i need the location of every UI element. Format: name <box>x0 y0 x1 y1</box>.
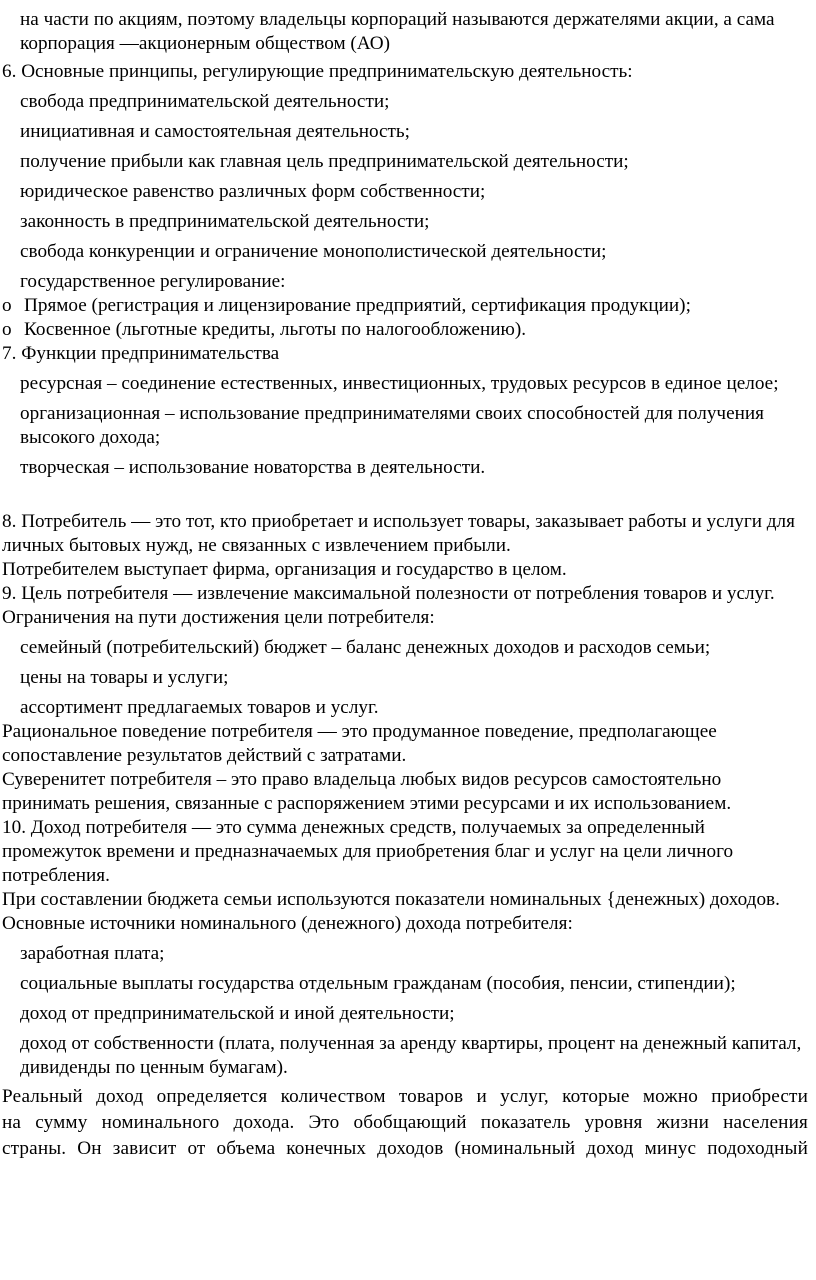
text-line: Реальный доход определяется количеством товаров и услуг, которые можно приобрести <box>2 1086 808 1107</box>
list-item: законность в предпринимательской деятельности; <box>20 211 430 232</box>
section-6-heading: 6. Основные принципы, регулирующие предпринимательскую деятельность: <box>2 61 633 82</box>
list-item: организационная – использование предпринимателями своих способностей для получения высокого дохода; <box>20 403 764 448</box>
section-7-heading: 7. Функции предпринимательства <box>2 343 280 364</box>
list-item: цены на товары и услуги; <box>20 667 229 688</box>
section-6-sublist <box>0 294 816 342</box>
sublist-item-text: Прямое (регистрация и лицензирование предприятий, сертификация продукции); <box>24 295 691 316</box>
section-8-note: Потребителем выступает фирма, организация и государство в целом. <box>2 559 567 580</box>
list-item: доход от предпринимательской и иной деятельности; <box>20 1003 455 1024</box>
section-10-paragraph: 10. Доход потребителя — это сумма денежных средств, получаемых за определенный промежуток времени и предназначаемых для приобретения благ и услуг на цели личного потребления. <box>2 817 734 886</box>
text-line: страны. Он зависит от объема конечных доходов (номинальный доход минус подоходный <box>2 1138 808 1159</box>
list-item: юридическое равенство различных форм собственности; <box>20 181 486 202</box>
section-7-list <box>0 372 816 480</box>
sublist-item <box>0 294 816 318</box>
section-9-lead: Ограничения на пути достижения цели потребителя: <box>2 607 435 628</box>
list-item: социальные выплаты государства отдельным гражданам (пособия, пенсии, стипендии); <box>20 973 736 994</box>
list-item: получение прибыли как главная цель предпринимательской деятельности; <box>20 151 629 172</box>
rational-behavior-paragraph: Рациональное поведение потребителя — это продуманное поведение, предполагающее сопоставление результатов действий с затратами. <box>2 721 717 766</box>
section-8-paragraph: 8. Потребитель — это тот, кто приобретает и использует товары, заказывает работы и услуги для личных бытовых нужд, не связанных с извлечением прибыли. <box>2 511 795 556</box>
list-item: свобода конкуренции и ограничение монополистической деятельности; <box>20 241 607 262</box>
budget-paragraph: При составлении бюджета семьи используются показатели номинальных {денежных) доходов. <box>2 889 780 910</box>
section-6-list <box>0 90 816 294</box>
list-item: инициативная и самостоятельная деятельность; <box>20 121 411 142</box>
sources-lead: Основные источники номинального (денежного) дохода потребителя: <box>2 913 573 934</box>
sublist-item <box>0 318 816 342</box>
list-item: заработная плата; <box>20 943 165 964</box>
circle-bullet-icon: o <box>2 319 12 340</box>
section-9-list <box>0 636 816 720</box>
intro-paragraph: на части по акциям, поэтому владельцы корпораций называются держателями акции, а сама корпорация —акционерным обществом (АО) <box>20 9 775 54</box>
sublist-item-text: Косвенное (льготные кредиты, льготы по налогообложению). <box>24 319 527 340</box>
spacer <box>0 480 816 504</box>
list-item: свобода предпринимательской деятельности; <box>20 91 390 112</box>
sources-list <box>0 942 816 1080</box>
list-item: ассортимент предлагаемых товаров и услуг. <box>20 697 379 718</box>
sovereignty-paragraph: Суверенитет потребителя – это право владельца любых видов ресурсов самостоятельно принимать решения, связанные с распоряжением этими ресурсами и их использованием. <box>2 769 732 814</box>
list-item: семейный (потребительский) бюджет – баланс денежных доходов и расходов семьи; <box>20 637 711 658</box>
circle-bullet-icon: o <box>2 295 12 316</box>
section-9-paragraph: 9. Цель потребителя — извлечение максимальной полезности от потребления товаров и услуг. <box>2 583 775 604</box>
list-item: государственное регулирование: <box>20 271 286 292</box>
list-item: творческая – использование новаторства в деятельности. <box>20 457 486 478</box>
real-income-paragraph <box>0 1084 816 1162</box>
list-item: ресурсная – соединение естественных, инвестиционных, трудовых ресурсов в единое целое; <box>20 373 779 394</box>
text-line: на сумму номинального дохода. Это обобщающий показатель уровня жизни населения <box>2 1112 808 1133</box>
list-item: доход от собственности (плата, полученная за аренду квартиры, процент на денежный капитал, дивиденды по ценным бумагам). <box>20 1033 802 1078</box>
